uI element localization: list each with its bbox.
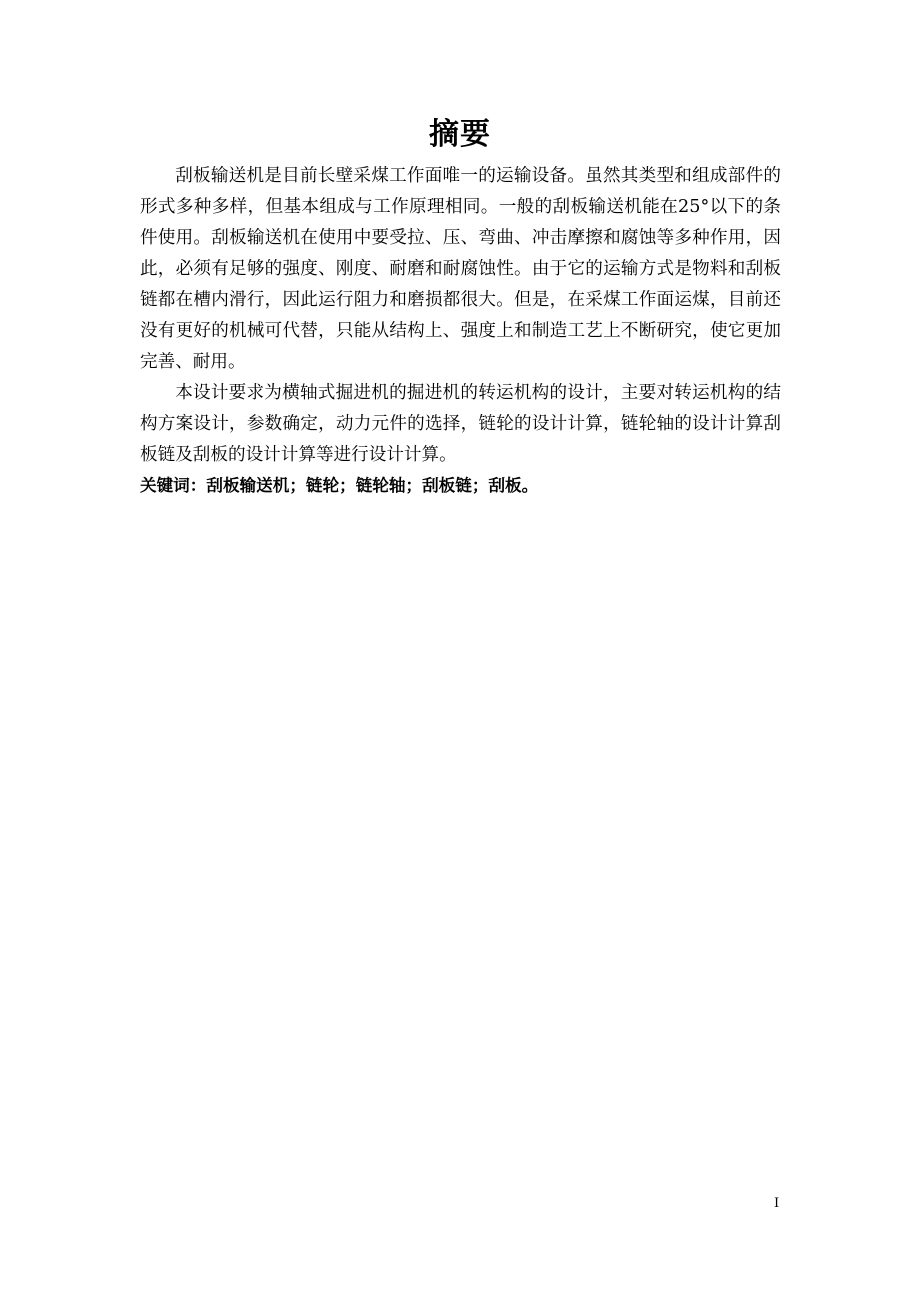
- abstract-paragraph-1: 刮板输送机是目前长壁采煤工作面唯一的运输设备。虽然其类型和组成部件的形式多种多样，但基本组成与工作原理相同。一般的刮板输送机能在25°以下的条件使用。刮板输送机在使用中要受拉、压、弯曲、冲击摩擦和腐蚀等多种作用，因此，必须有足够的强度、刚度、耐磨和耐腐蚀性。由于它的运输方式是物料和刮板链都在槽内滑行，因此运行阻力和磨损都很大。但是，在采煤工作面运煤，目前还没有更好的机械可代替，只能从结构上、强度上和制造工艺上不断研究，使它更加完善、耐用。: [140, 166, 781, 372]
- page-number: I: [774, 1196, 780, 1211]
- abstract-body: [140, 161, 781, 500]
- abstract-paragraph-2: 本设计要求为横轴式掘进机的掘进机的转运机构的设计，主要对转运机构的结构方案设计，参数确定，动力元件的选择，链轮的设计计算，链轮轴的设计计算刮板链及刮板的设计计算等进行设计计算。: [140, 383, 781, 465]
- abstract-title: 摘要: [429, 117, 491, 152]
- keywords-line: 关键词：刮板输送机；链轮；链轮轴；刮板链；刮板。: [140, 476, 539, 495]
